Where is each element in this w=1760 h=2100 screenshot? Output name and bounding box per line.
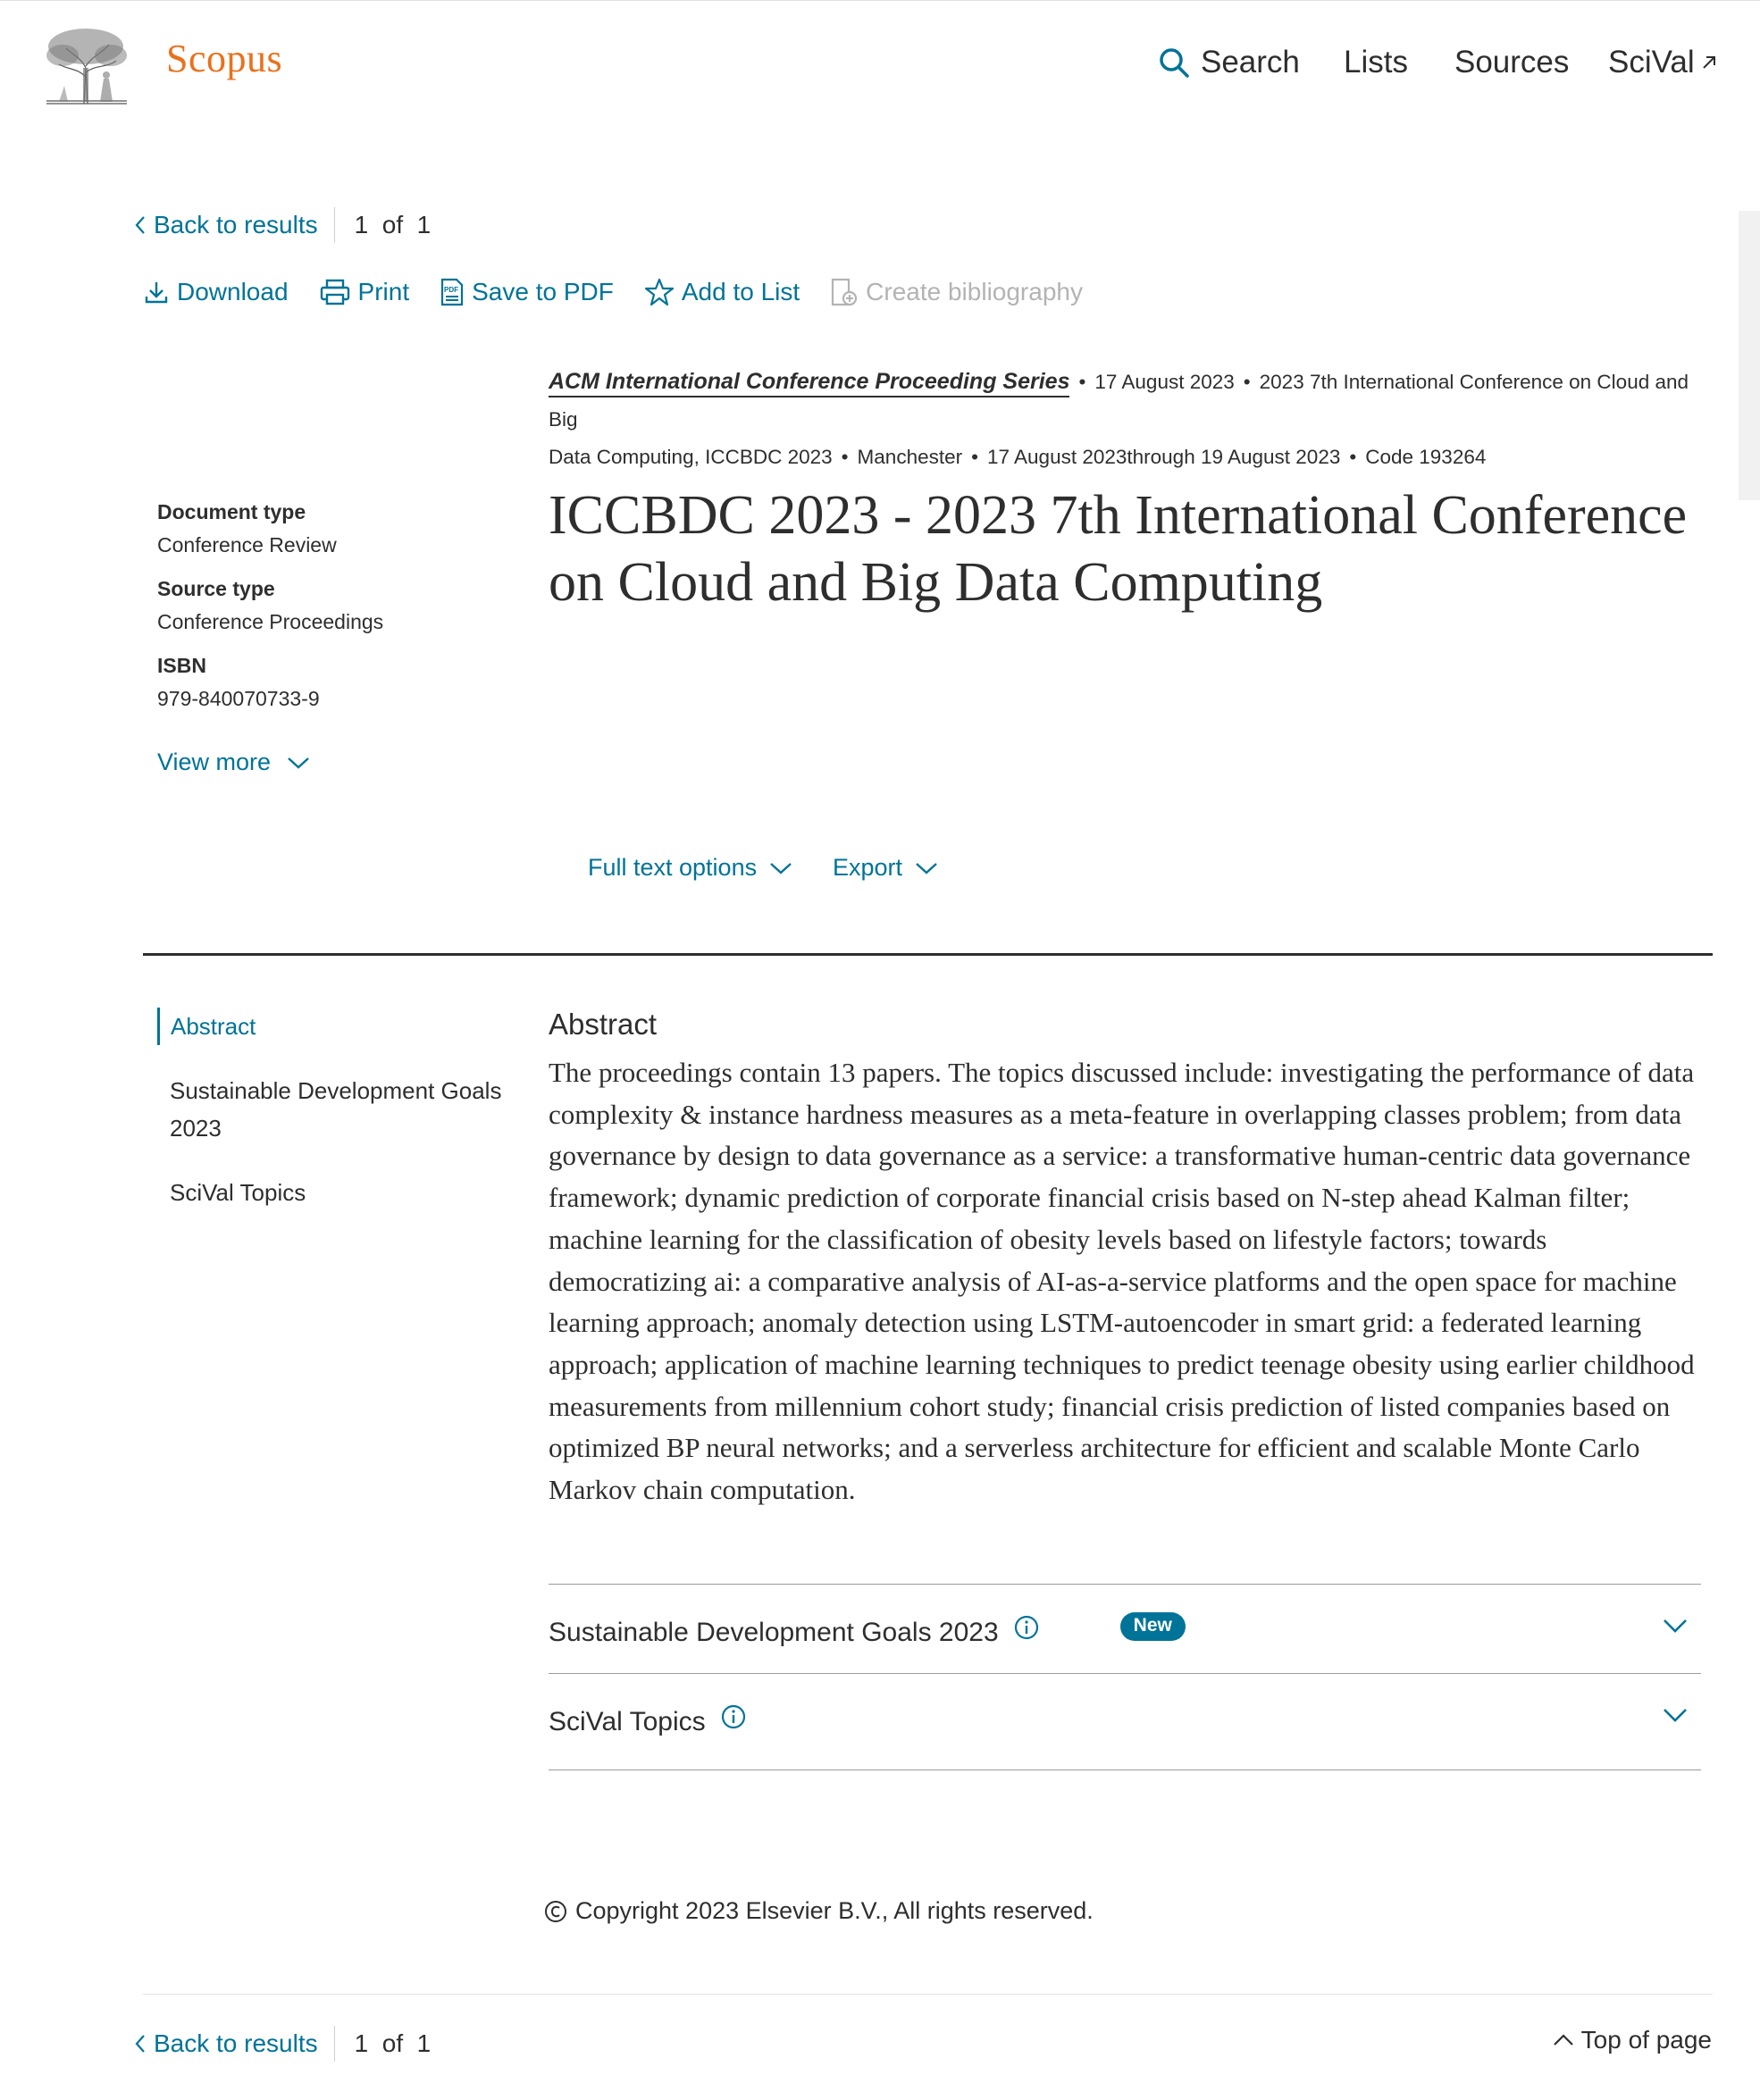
copyright-icon [543,1899,568,1924]
back-row-top [134,207,431,243]
document-info [157,500,497,731]
meta-location: Manchester [857,446,963,468]
nav-scival[interactable] [1608,45,1718,80]
abstract-body: The proceedings contain 13 papers. The topics discussed include: investigating the performance of data complexity & instance hardness measures as a meta-feature in overlapping classes problem; from data governance by design to data governance as a service: a transformative human-centric data governance framework; dynamic prediction of corporate financial crisis based on N-step ahead Kalman filter; machine learning for the classification of obesity levels based on lifestyle factors; towards democratizing ai: a comparative analysis of AI-as-a-service platforms and the open space for machine learning approach; anomaly detection using LSTM-autoencoder in smart grid: a federated learning approach; application of machine learning techniques to predict teenage obesity using earlier childhood measurements from millennium cohort study; financial crisis prediction of listed companies based on optimized BP neural networks; and a serverless architecture for efficient and scalable Monte Carlo Markov chain computation. [549,1057,1695,1506]
save-to-pdf-label: Save to PDF [472,278,614,305]
sidenav-item-abstract[interactable]: Abstract [157,1008,515,1045]
document-toolbar [143,277,1113,307]
elsevier-logo[interactable] [41,23,132,105]
top-of-page-label: Top of page [1580,2026,1712,2054]
export-button[interactable] [833,854,938,882]
doc-type-value: Conference Review [157,533,337,556]
download-icon [143,279,170,305]
copyright [543,1897,1094,1925]
top-border [0,0,1760,1]
back-row-bottom [134,2026,431,2062]
add-to-list-button[interactable] [644,277,800,307]
scival-accordion-label: SciVal Topics [549,1707,706,1736]
footer-divider [143,1994,1713,1995]
search-icon [1158,46,1190,79]
back-to-results-link[interactable] [134,211,318,239]
save-to-pdf-button[interactable] [440,278,614,306]
chevron-down-icon [915,861,938,875]
external-link-icon [1700,54,1718,71]
copyright-text: Copyright 2023 Elsevier B.V., All rights reserved. [575,1897,1094,1924]
meta-code: Code 193264 [1365,446,1487,468]
print-label: Print [357,278,410,305]
section-divider [143,953,1713,956]
back-to-results-label: Back to results [154,211,318,238]
meta-dot: • [1078,371,1086,393]
download-button[interactable] [143,278,289,306]
create-bibliography-label: Create bibliography [866,278,1083,305]
chevron-down-icon [769,861,792,875]
sidenav-item-scival[interactable]: SciVal Topics [170,1179,306,1206]
sdg-accordion[interactable] [549,1584,1701,1681]
svg-text:PDF: PDF [444,286,459,294]
pdf-icon [440,278,465,306]
sdg-accordion-label: Sustainable Development Goals 2023 [549,1618,999,1647]
back-to-results-link[interactable] [134,2029,318,2058]
top-of-page-link[interactable] [1553,2026,1712,2054]
chevron-down-icon [287,756,310,770]
nav-lists[interactable] [1344,45,1408,80]
meta-conference-1: 2023 7th International Conference on Cloud and Big [549,371,1689,431]
elsevier-tree-icon [41,23,132,105]
isbn-label: ISBN [157,654,206,677]
meta-dot: • [1349,446,1357,468]
section-nav [157,1008,515,1238]
meta-conference-2: Data Computing, ICCBDC 2023 [549,446,833,468]
meta-dot: • [971,446,978,468]
print-icon [319,278,351,306]
create-bibliography-button[interactable] [830,277,1083,307]
nav-lists-label: Lists [1344,45,1408,79]
back-row-separator [334,2026,335,2062]
chevron-down-icon [1662,1706,1689,1724]
isbn-value: 979-840070733-9 [157,687,320,710]
chevron-up-icon [1553,2033,1574,2047]
sidenav-item-sdg[interactable]: Sustainable Development Goals 2023 [170,1077,502,1142]
nav-sources-label: Sources [1454,45,1570,79]
chevron-left-icon [134,214,147,236]
abstract-heading: Abstract [549,1008,658,1041]
doc-type-label: Document type [157,500,306,523]
scival-accordion[interactable] [549,1673,1701,1770]
source-type-value: Conference Proceedings [157,610,384,633]
add-to-list-label: Add to List [681,278,800,305]
full-text-options-label: Full text options [588,854,758,881]
star-icon [644,277,675,307]
info-icon[interactable] [720,1703,747,1730]
nav-search[interactable] [1158,45,1300,80]
export-label: Export [833,854,903,881]
view-more-label: View more [157,749,272,775]
brand-name[interactable]: Scopus [166,37,283,80]
back-row-separator [334,207,335,243]
nav-scival-label: SciVal [1608,45,1695,79]
meta-date: 17 August 2023 [1094,371,1235,393]
nav-sources[interactable] [1454,45,1569,80]
result-count: 1 of 1 [354,2029,432,2057]
meta-dot: • [1243,371,1251,393]
result-count: 1 of 1 [354,211,432,238]
info-icon[interactable] [1013,1614,1040,1641]
nav-search-label: Search [1201,45,1300,79]
series-link[interactable]: ACM International Conference Proceeding Series [549,369,1069,397]
full-text-options-button[interactable] [588,854,792,882]
view-more-button[interactable] [157,749,310,776]
document-meta [549,363,1719,476]
page-title: ICCBDC 2023 - 2023 7th International Conference on Cloud and Big Data Computing [549,485,1688,613]
print-button[interactable] [319,278,410,306]
source-type-label: Source type [157,577,275,600]
new-badge: New [1120,1612,1186,1641]
chevron-left-icon [134,2033,147,2054]
back-to-results-label: Back to results [154,2029,318,2057]
meta-dates: 17 August 2023through 19 August 2023 [987,446,1341,468]
chevron-down-icon [1662,1617,1689,1635]
download-label: Download [177,278,289,305]
meta-dot: • [841,446,849,468]
bibliography-icon [830,277,859,307]
scrollbar[interactable] [1739,211,1760,500]
